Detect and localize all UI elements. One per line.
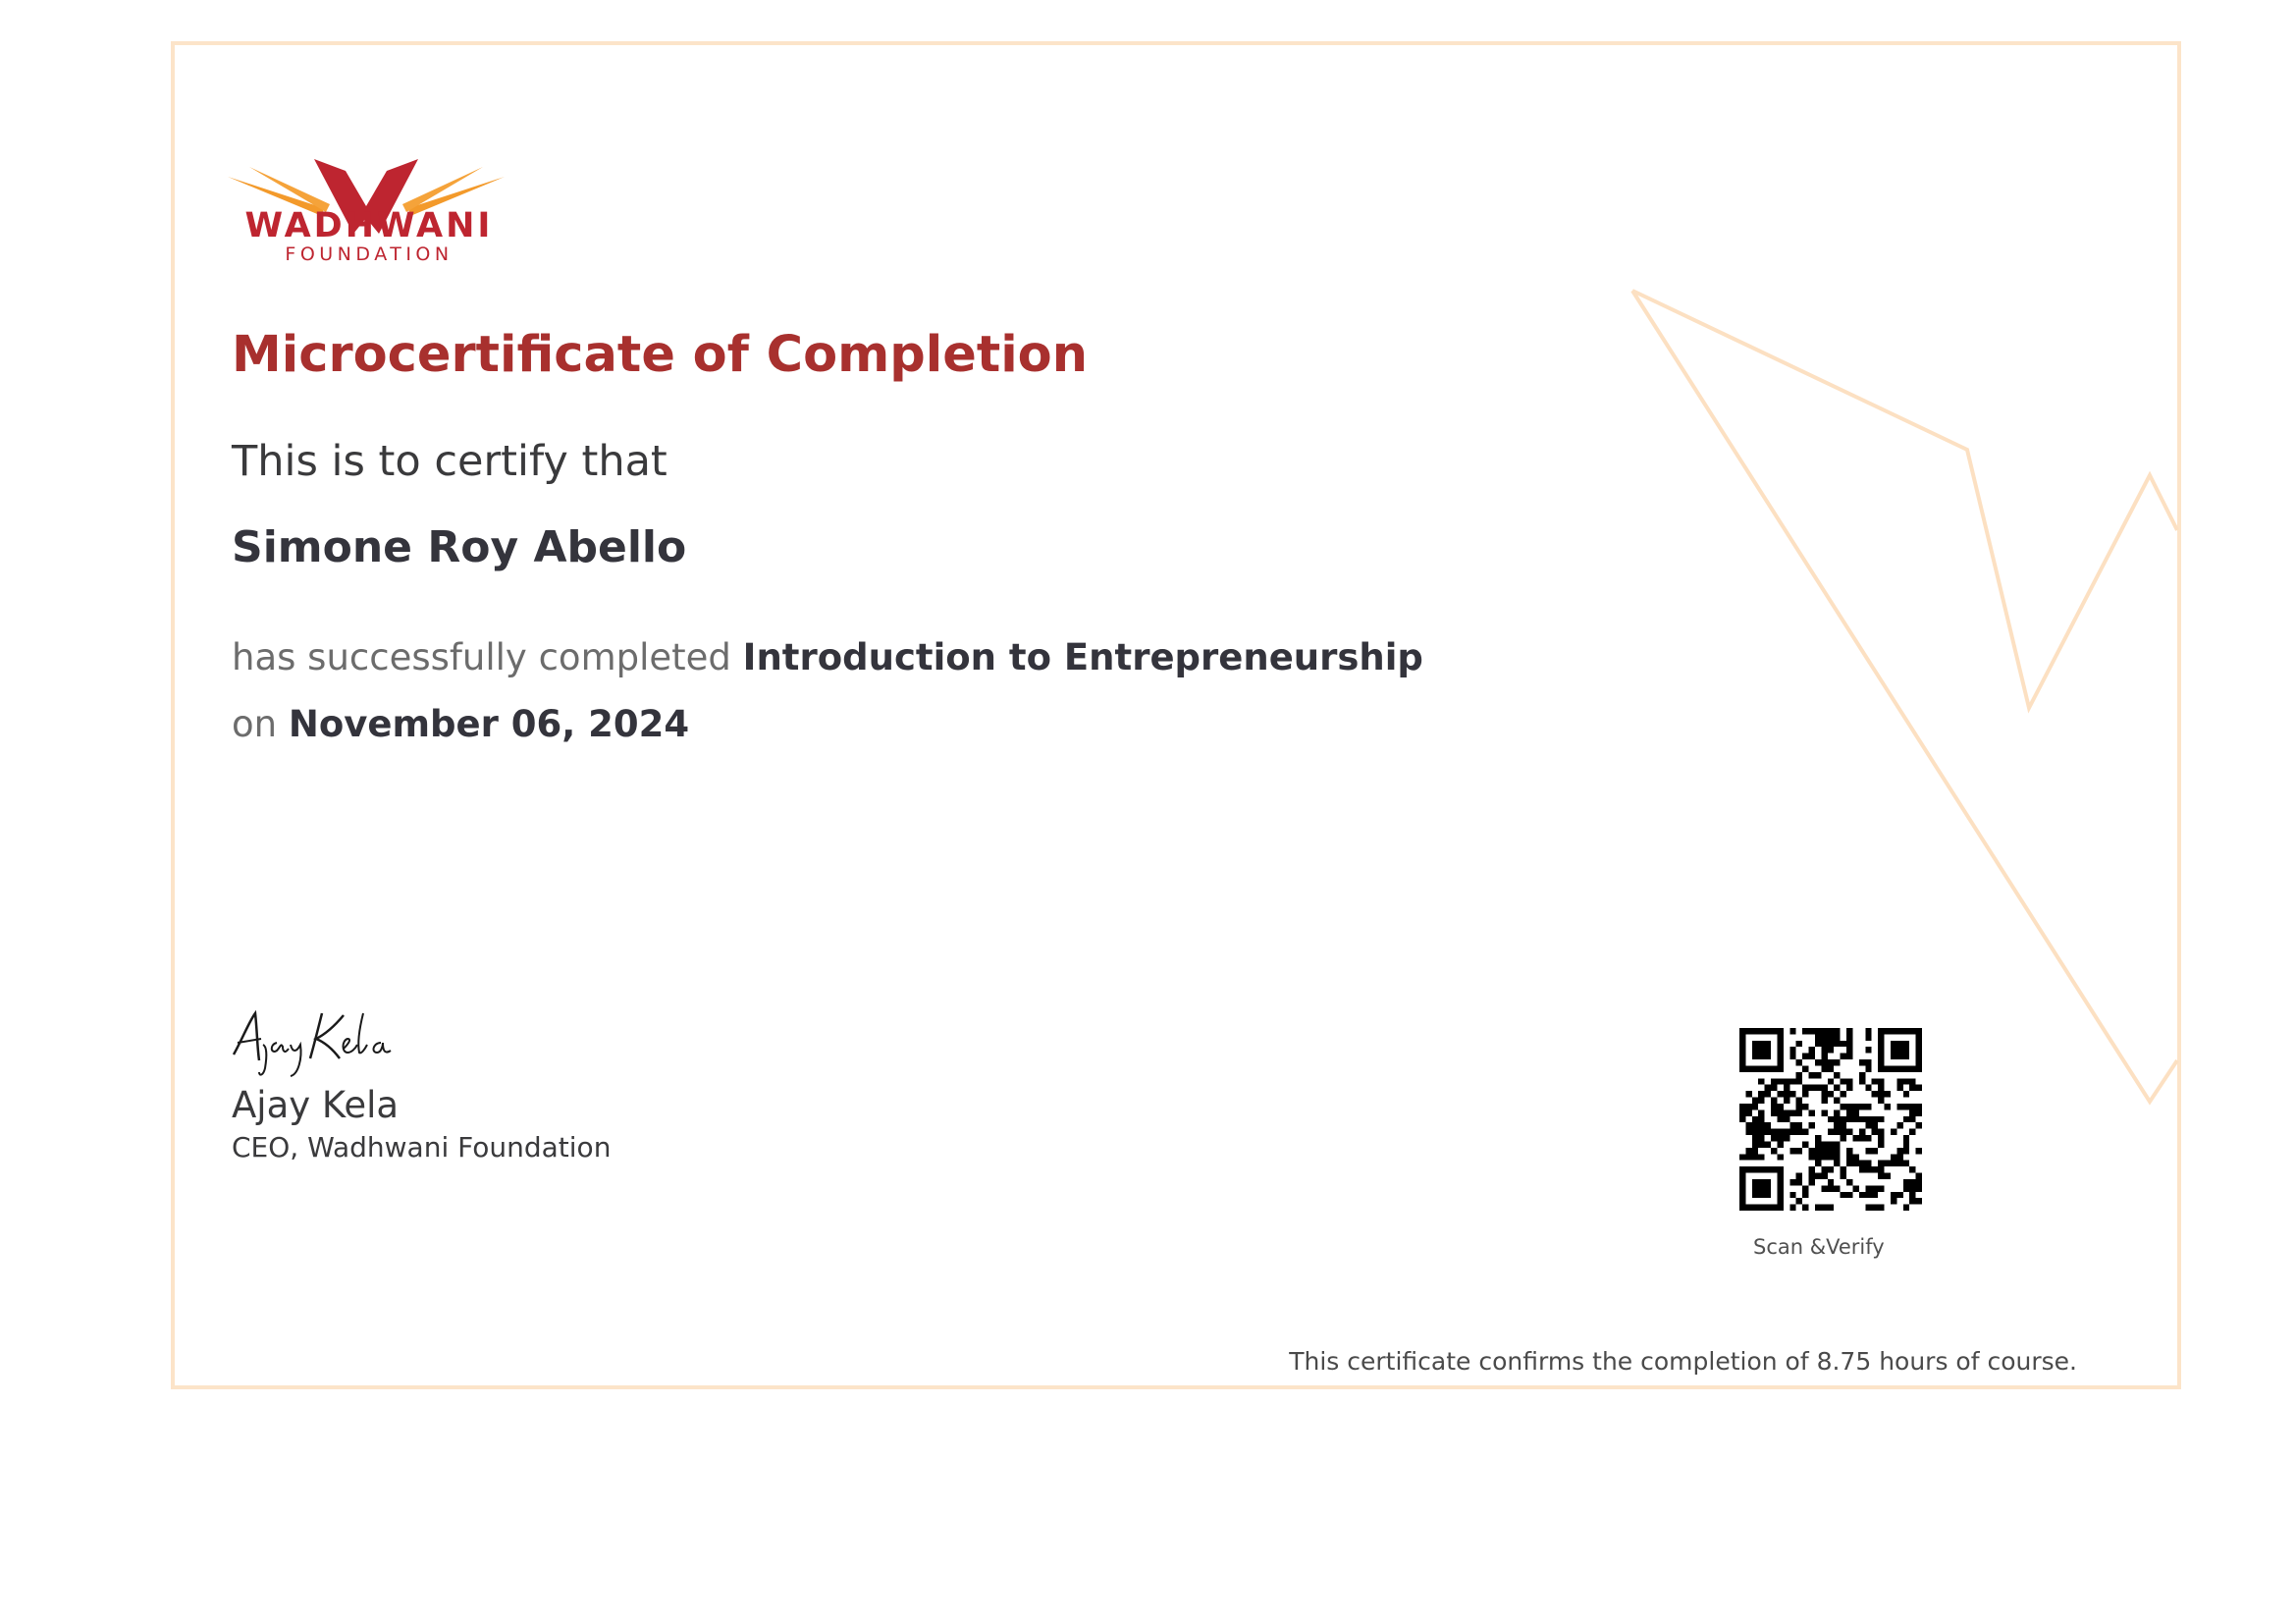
recipient-name: Simone Roy Abello [232,522,687,572]
signatory-name: Ajay Kela [232,1084,400,1126]
completion-prefix: has successfully completed [232,636,731,678]
date-prefix: on [232,703,278,745]
certificate-title: Microcertificate of Completion [232,326,1089,384]
completion-date: November 06, 2024 [288,703,690,745]
logo-subtitle: FOUNDATION [285,243,454,265]
course-name: Introduction to Entrepreneurship [742,636,1423,678]
verification-qr-code[interactable] [1739,1028,1922,1211]
signature-image [228,1003,395,1082]
completion-date-line [232,703,689,745]
scan-verify-label: Scan &Verify [1753,1235,1885,1259]
signatory-role: CEO, Wadhwani Foundation [232,1131,612,1163]
completion-statement [232,636,1423,678]
certify-intro: This is to certify that [232,437,667,486]
course-hours-note: This certificate confirms the completion of 8.75 hours of course. [1289,1347,2077,1376]
logo-wordmark: WADHWANI [244,206,494,245]
